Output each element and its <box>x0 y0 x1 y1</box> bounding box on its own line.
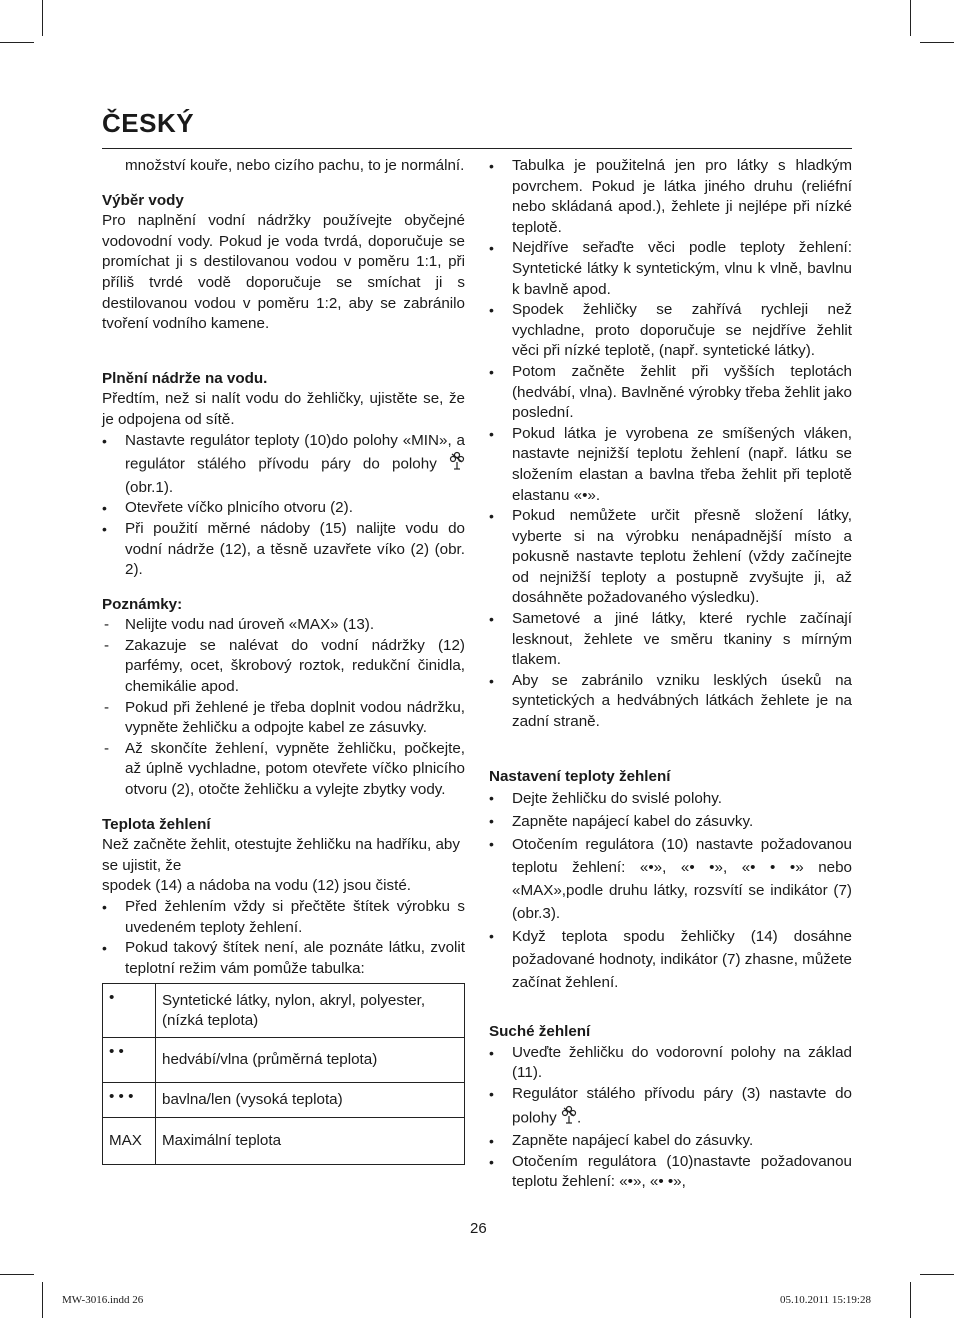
list-item: • Regulátor stálého přívodu páry (3) nastavte do polohy . <box>489 1084 852 1131</box>
list-item: • Při použití měrné nádoby (15) nalijte vodu do vodní nádrže (12), a těsně uzavřete víko (2) (obr. 2). <box>102 519 465 581</box>
crop-mark <box>0 42 34 43</box>
filling-list <box>102 431 465 581</box>
list-item: • Otočením regulátora (10)nastavte požadovanou teplotu žehlení: «•», «• •», <box>489 1152 852 1193</box>
crop-mark <box>910 1282 911 1318</box>
list-item: • Spodek žehličky se zahřívá rychleji než vychladne, proto doporučuje se nejdříve žehlit věci při nízké teplotě, (např. syntetické látky). <box>489 300 852 362</box>
list-item: - Zakazuje se nalévat do vodní nádržky (12) parfémy, ocet, škrobový roztok, redukční činidla, chemikálie apod. <box>102 636 465 698</box>
list-item: - Pokud při žehlené je třeba doplnit vodou nádržku, vypněte žehličku a odpojte kabel ze zásuvky. <box>102 698 465 739</box>
table-cell: hedvábí/vlna (průměrná teplota) <box>156 1038 465 1083</box>
table-cell: • <box>103 984 156 1038</box>
list-item: • Otevřete víčko plnicího otvoru (2). <box>102 498 465 519</box>
right-column <box>489 156 852 1193</box>
notes-list <box>102 615 465 800</box>
table-cell: bavlna/len (vysoká teplota) <box>156 1083 465 1118</box>
table-cell: Syntetické látky, nylon, akryl, polyester, (nízká teplota) <box>156 984 465 1038</box>
water-text: Pro naplnění vodní nádržky používejte obyčejné vodovodní vody. Pokud je voda tvrdá, doporučuje se promíchat ji s destilovanou vodou v poměru 1:1, při příliš tvrdé vodě doporučuje se smíchat ji s destilovanou vodou v poměru 1:2, aby se zabránilo tvoření vodního kamene. <box>102 212 465 333</box>
list-item: • Sametové a jiné látky, které rychle začínají lesknout, žehlete ve směru tkaniny s mírným tlakem. <box>489 609 852 671</box>
list-item: • Před žehlením vždy si přečtěte štítek výrobku s uvedeném teploty žehlení. <box>102 897 465 938</box>
temp-list <box>102 897 465 979</box>
crop-mark <box>920 42 954 43</box>
list-item: • Aby se zabránilo vzniku lesklých úseků na syntetických a hedvábných látkách žehlete je na zadní straně. <box>489 671 852 733</box>
setting-list <box>489 787 852 994</box>
setting-heading: Nastavení teploty žehlení <box>489 767 671 785</box>
dry-heading: Suché žehlení <box>489 1023 591 1041</box>
page-number: 26 <box>470 1220 487 1237</box>
table-cell: MAX <box>103 1118 156 1165</box>
temp-text: Než začněte žehlit, otestujte žehličku na hadříku, aby se ujistit, že <box>102 836 460 874</box>
crop-mark <box>910 0 911 36</box>
list-item: • Otočením regulátora (10) nastavte požadovanou teplotu žehlení: «•», «• •», «• • •» nebo «MAX»,podle druhu látky, rozsvítí se indikátor (7) (obr.3). <box>489 833 852 925</box>
list-item: • Zapněte napájecí kabel do zásuvky. <box>489 1131 852 1152</box>
footer-timestamp: 05.10.2011 15:19:28 <box>780 1294 871 1306</box>
table-row <box>103 1118 465 1165</box>
title-rule <box>102 148 852 149</box>
temp-heading: Teplota žehlení <box>102 815 211 833</box>
table-cell: • • • <box>103 1083 156 1118</box>
list-item: • Zapněte napájecí kabel do zásuvky. <box>489 810 852 833</box>
footer-filename: MW-3016.indd 26 <box>62 1294 144 1306</box>
table-row <box>103 1083 465 1118</box>
crop-mark <box>0 1274 34 1275</box>
list-item: • Pokud látka je vyrobena ze smíšených vláken, nastavte nejnižší teplotu žehlení (např. látku se složením elastan a bavlna třeba žehlit při teplotě elastanu «•». <box>489 424 852 506</box>
list-item: • Nejdříve seřaďte věci podle teploty žehlení: Syntetické látky k syntetickým, vlnu k vlně, bavlnu k bavlně apod. <box>489 238 852 300</box>
table-row <box>103 984 465 1038</box>
steam-off-icon <box>449 451 465 478</box>
list-item: - Nelijte vodu nad úroveň «MAX» (13). <box>102 615 465 636</box>
dry-list <box>489 1043 852 1193</box>
crop-mark <box>42 0 43 36</box>
crop-mark <box>42 1282 43 1318</box>
left-column <box>102 156 465 1165</box>
list-item: • Dejte žehličku do svislé polohy. <box>489 787 852 810</box>
intro-text: množství kouře, nebo cizího pachu, to je normální. <box>125 157 465 174</box>
filling-text: Předtím, než si nalít vodu do žehličky, ujistěte se, že je odpojena od sítě. <box>102 390 465 428</box>
water-heading: Výběr vody <box>102 191 184 209</box>
notes-heading: Poznámky: <box>102 595 183 613</box>
steam-off-icon <box>561 1105 577 1132</box>
list-item: • Když teplota spodu žehličky (14) dosáhne požadované hodnoty, indikátor (7) zhasne, můžete začínat žehlení. <box>489 925 852 994</box>
temp-text: spodek (14) a nádoba na vodu (12) jsou čisté. <box>102 877 412 895</box>
table-cell: Maximální teplota <box>156 1118 465 1165</box>
temperature-table <box>102 983 465 1165</box>
filling-heading: Plnění nádrže na vodu. <box>102 369 268 387</box>
crop-mark <box>920 1274 954 1275</box>
list-item: • Nastavte regulátor teploty (10)do polohy «MIN», a regulátor stálého přívodu páry do polohy (obr.1). <box>102 431 465 499</box>
list-item: • Pokud nemůžete určit přesně složení látky, vyberte si na výrobku nenápadnější místo a pokusně nastavte teplotu žehlení (vždy začínejte od nejnižší teploty a postupně zvyšujte ji, až dosáhněte požadovaného výsledku). <box>489 506 852 609</box>
list-item: • Tabulka je použitelná jen pro látky s hladkým povrchem. Pokud je látka jiného druhu (reliéfní nebo skládaná apod.), žehlete ji nejlépe při nízké teplotě. <box>489 156 852 238</box>
table-row <box>103 1038 465 1083</box>
table-cell: • • <box>103 1038 156 1083</box>
page-title: ČESKÝ <box>102 108 195 138</box>
list-item: • Uveďte žehličku do vodorovní polohy na základ (11). <box>489 1043 852 1084</box>
list-item: - Až skončíte žehlení, vypněte žehličku, počkejte, až úplně vychladne, potom otevřete víčko plnicího otvoru (2), otočte žehličku a vylejte zbytky vody. <box>102 739 465 801</box>
list-item: • Pokud takový štítek není, ale poznáte látku, zvolit teplotní režim vám pomůže tabulka: <box>102 938 465 979</box>
list-item: • Potom začněte žehlit při vyšších teplotách (hedvábí, vlna). Bavlněné výrobky třeba žehlit jako poslední. <box>489 362 852 424</box>
fabric-tips-list <box>489 156 852 733</box>
